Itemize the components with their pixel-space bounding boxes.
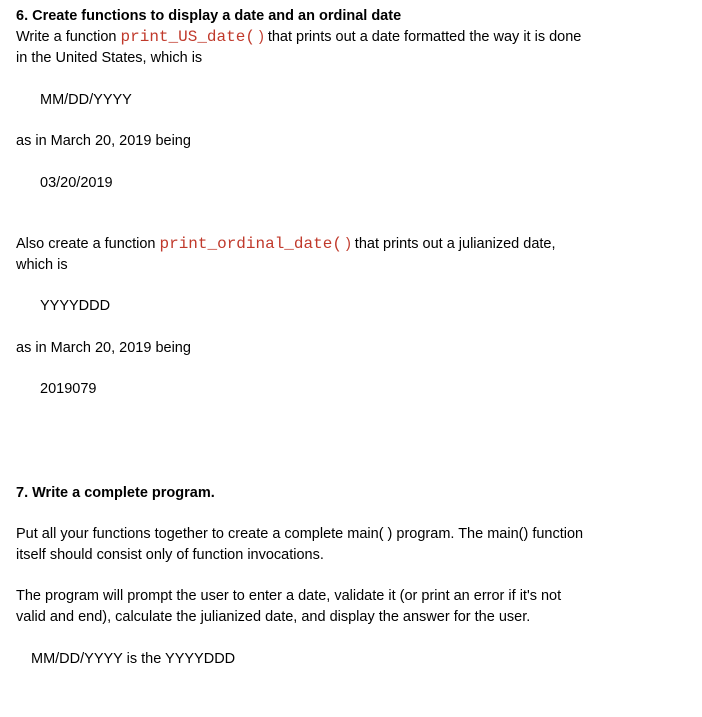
section-6-heading: 6. Create functions to display a date and an ordinal date bbox=[16, 8, 402, 24]
section-7-paragraph-2-line-2: valid and end), calculate the julianized date, and display the answer for the user. bbox=[16, 609, 531, 625]
example-intro-2: as in March 20, 2019 being bbox=[16, 340, 191, 356]
p1-prefix: Write a function bbox=[16, 29, 121, 45]
ordinal-date-format: YYYYDDD bbox=[40, 298, 111, 314]
p2-close-paren: ) bbox=[341, 236, 351, 252]
ordinal-date-example: 2019079 bbox=[40, 381, 97, 397]
us-date-format: MM/DD/YYYY bbox=[40, 92, 132, 108]
p1-suffix: that prints out a date formatted the way it is done bbox=[263, 29, 582, 45]
p2-suffix: that prints out a julianized date, bbox=[350, 236, 556, 252]
section-6-paragraph-1-line-2: in the United States, which is bbox=[16, 50, 203, 66]
section-7-heading: 7. Write a complete program. bbox=[16, 485, 215, 501]
example-intro-1: as in March 20, 2019 being bbox=[16, 133, 191, 149]
section-7-paragraph-1-line-1: Put all your functions together to create a complete main( ) program. The main() function bbox=[16, 526, 584, 542]
print-us-date-function-name: print_US_date( bbox=[120, 28, 255, 46]
section-7-paragraph-2-line-1: The program will prompt the user to enter a date, validate it (or print an error if it's not bbox=[16, 588, 562, 604]
section-6-paragraph-1-line-1 bbox=[16, 27, 581, 47]
section-7-paragraph-1-line-2: itself should consist only of function invocations. bbox=[16, 547, 324, 563]
section-6-paragraph-2-line-2: which is bbox=[16, 257, 68, 273]
p2-prefix: Also create a function bbox=[16, 236, 160, 252]
p1-close-paren: ) bbox=[254, 29, 264, 45]
section-6-paragraph-2-line-1 bbox=[16, 234, 556, 254]
print-ordinal-date-function-name: print_ordinal_date( bbox=[159, 235, 342, 253]
output-format: MM/DD/YYYY is the YYYYDDD bbox=[31, 651, 236, 667]
us-date-example: 03/20/2019 bbox=[40, 175, 113, 191]
